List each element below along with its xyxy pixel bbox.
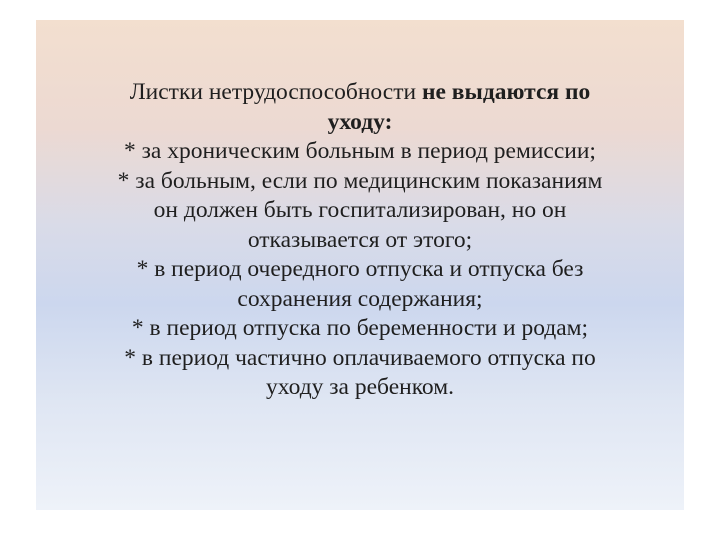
list-line: * за хроническим больным в период ремиссии;	[124, 138, 596, 164]
list-line: * в период отпуска по беременности и родам;	[131, 315, 589, 341]
list-line: * в период частично оплачиваемого отпуска по	[124, 344, 596, 371]
list-line: уходу за ребенком.	[266, 374, 454, 400]
list-line: отказывается от этого;	[247, 226, 473, 253]
slide	[36, 20, 684, 510]
list-line: * за больным, если по медицинским показаниям	[117, 167, 603, 194]
list-line: он должен быть госпитализирован, но он	[153, 197, 567, 223]
heading-line-2: уходу:	[327, 108, 393, 135]
list-line: * в период очередного отпуска и отпуска без	[136, 256, 584, 282]
slide-text	[36, 78, 684, 403]
list-line: сохранения содержания;	[237, 285, 483, 312]
heading-normal-text: Листки нетрудоспособности	[129, 79, 422, 105]
heading-bold-text: не выдаются по	[421, 79, 591, 105]
heading-line-1	[36, 78, 684, 108]
